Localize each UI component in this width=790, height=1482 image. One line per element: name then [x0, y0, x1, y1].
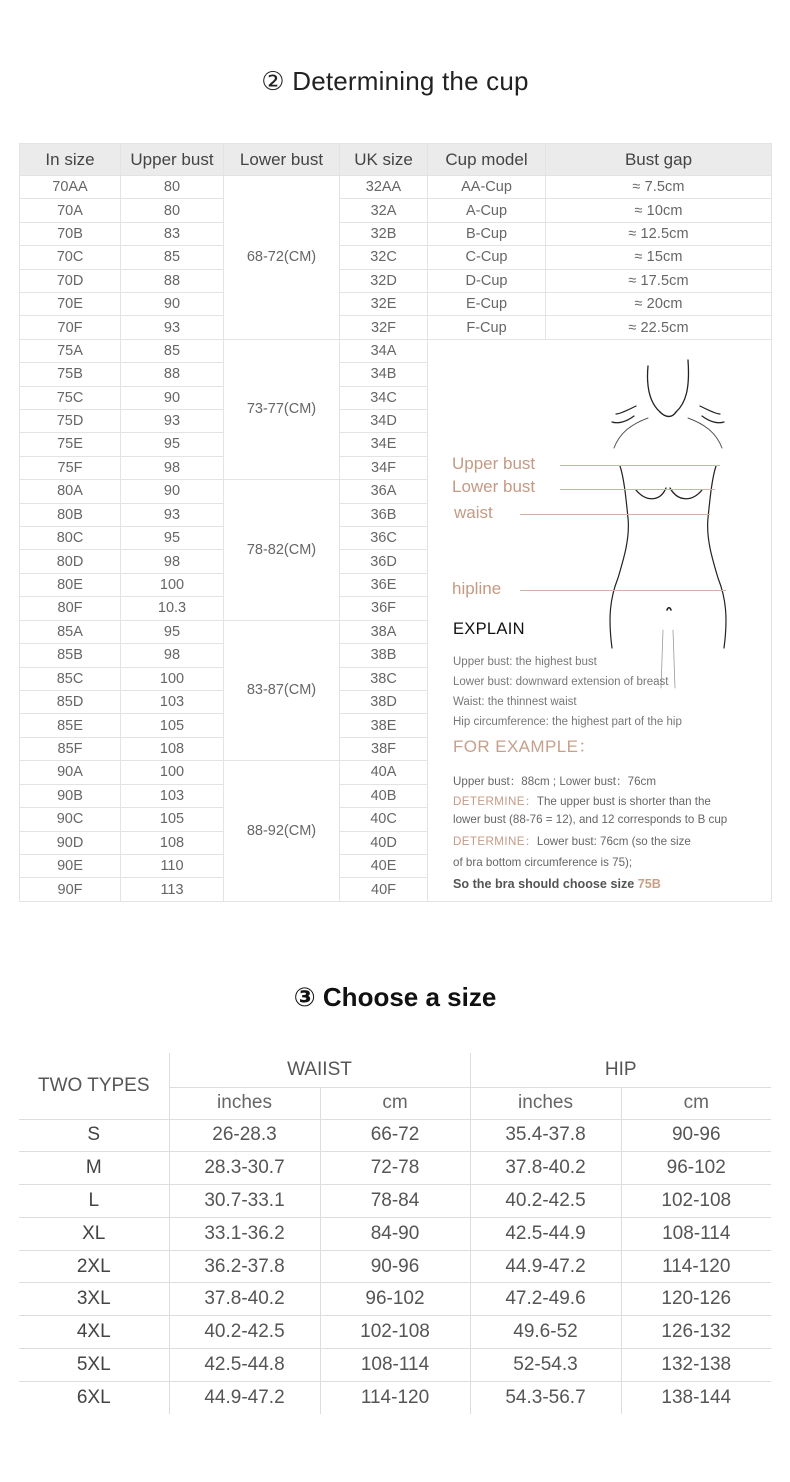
- cell-in-size: 80D: [20, 550, 121, 573]
- cell-hip-cm: 108-114: [621, 1217, 771, 1250]
- cell-waist-cm: 96-102: [320, 1283, 470, 1316]
- section-title-determining-cup: ② Determining the cup: [261, 66, 529, 96]
- table-row: [20, 199, 772, 222]
- cell-uk-size: 40D: [340, 831, 428, 854]
- cell-in-size: 85F: [20, 737, 121, 760]
- cell-upper-bust: 88: [121, 269, 224, 292]
- cell-uk-size: 32AA: [340, 176, 428, 199]
- table-row: [20, 176, 772, 199]
- cell-upper-bust: 100: [121, 573, 224, 596]
- cell-in-size: 90A: [20, 761, 121, 785]
- cell-bust-gap: ≈ 12.5cm: [546, 222, 772, 245]
- header-waist: WAIIST: [169, 1053, 470, 1087]
- cell-waist-inches: 30.7-33.1: [169, 1185, 320, 1218]
- cell-upper-bust: 85: [121, 339, 224, 362]
- cell-uk-size: 36B: [340, 503, 428, 526]
- label-upper-bust: Upper bust: [452, 453, 536, 473]
- cell-upper-bust: 100: [121, 667, 224, 690]
- cell-upper-bust: 95: [121, 527, 224, 550]
- table-row: [19, 1349, 771, 1382]
- label-lower-bust: Lower bust: [452, 476, 536, 496]
- cell-lower-bust-range: 78-82(CM): [224, 480, 340, 621]
- cell-uk-size: 32C: [340, 246, 428, 269]
- cell-in-size: 80F: [20, 597, 121, 620]
- cell-uk-size: 36C: [340, 527, 428, 550]
- cell-in-size: 85B: [20, 644, 121, 667]
- cell-upper-bust: 90: [121, 292, 224, 315]
- cell-uk-size: 32A: [340, 199, 428, 222]
- cell-upper-bust: 90: [121, 386, 224, 409]
- cell-upper-bust: 98: [121, 550, 224, 573]
- cell-in-size: 70A: [20, 199, 121, 222]
- cell-size: L: [19, 1185, 169, 1218]
- cell-in-size: 75D: [20, 409, 121, 432]
- table-row: [20, 246, 772, 269]
- cell-bust-gap: ≈ 15cm: [546, 246, 772, 269]
- cell-in-size: 85C: [20, 667, 121, 690]
- cell-measurement-guide: [428, 339, 772, 901]
- cell-hip-inches: 49.6-52: [470, 1316, 621, 1349]
- cell-waist-inches: 26-28.3: [169, 1119, 320, 1152]
- cell-upper-bust: 93: [121, 409, 224, 432]
- cell-upper-bust: 80: [121, 176, 224, 199]
- cell-hip-cm: 90-96: [621, 1119, 771, 1152]
- cell-uk-size: 38C: [340, 667, 428, 690]
- lower-bust-line: [560, 489, 715, 490]
- cell-hip-cm: 138-144: [621, 1381, 771, 1414]
- cell-in-size: 80C: [20, 527, 121, 550]
- cell-uk-size: 32F: [340, 316, 428, 339]
- cell-hip-inches: 35.4-37.8: [470, 1119, 621, 1152]
- cell-in-size: 85D: [20, 691, 121, 714]
- cell-hip-cm: 126-132: [621, 1316, 771, 1349]
- table-header-row: [20, 144, 772, 176]
- cell-waist-cm: 72-78: [320, 1152, 470, 1185]
- cell-upper-bust: 10.3: [121, 597, 224, 620]
- cell-uk-size: 34F: [340, 456, 428, 479]
- cell-uk-size: 36D: [340, 550, 428, 573]
- cell-in-size: 75E: [20, 433, 121, 456]
- header-uk-size: UK size: [340, 144, 428, 176]
- header-lower-bust: Lower bust: [224, 144, 340, 176]
- waist-line: [520, 514, 710, 515]
- cell-uk-size: 34A: [340, 339, 428, 362]
- cell-waist-inches: 40.2-42.5: [169, 1316, 320, 1349]
- cell-hip-inches: 40.2-42.5: [470, 1185, 621, 1218]
- cell-lower-bust-range: 73-77(CM): [224, 339, 340, 479]
- cell-waist-cm: 78-84: [320, 1185, 470, 1218]
- header-upper-bust: Upper bust: [121, 144, 224, 176]
- cell-in-size: 80A: [20, 480, 121, 504]
- cell-cup-model: E-Cup: [428, 292, 546, 315]
- explain-waist: Waist: the thinnest waist: [453, 695, 577, 708]
- cell-in-size: 75A: [20, 339, 121, 362]
- cell-upper-bust: 100: [121, 761, 224, 785]
- example-determine-2-cont: of bra bottom circumference is 75);: [453, 855, 633, 869]
- cell-upper-bust: 93: [121, 316, 224, 339]
- cell-bust-gap: ≈ 17.5cm: [546, 269, 772, 292]
- table-row: [19, 1119, 771, 1152]
- cell-hip-inches: 37.8-40.2: [470, 1152, 621, 1185]
- waist-hip-size-table: [19, 1053, 771, 1414]
- header-hip: HIP: [470, 1053, 771, 1087]
- example-conclusion: So the bra should choose size 75B: [453, 876, 661, 891]
- cell-size: S: [19, 1119, 169, 1152]
- cell-waist-cm: 84-90: [320, 1217, 470, 1250]
- cell-uk-size: 36A: [340, 480, 428, 504]
- cell-in-size: 85E: [20, 714, 121, 737]
- label-hipline: hipline: [452, 578, 502, 598]
- hipline-line: [520, 590, 726, 591]
- table-row: [19, 1217, 771, 1250]
- cell-hip-inches: 54.3-56.7: [470, 1381, 621, 1414]
- cell-uk-size: 38F: [340, 737, 428, 760]
- cell-in-size: 75F: [20, 456, 121, 479]
- header-hip-inches: inches: [470, 1087, 621, 1119]
- upper-bust-line: [560, 465, 720, 466]
- cell-hip-inches: 42.5-44.9: [470, 1217, 621, 1250]
- cell-uk-size: 32E: [340, 292, 428, 315]
- example-measurements: Upper bust：88cm ; Lower bust：76cm: [453, 774, 656, 788]
- cell-in-size: 70D: [20, 269, 121, 292]
- explain-heading: EXPLAIN: [453, 619, 525, 638]
- determine-tag: DETERMINE：: [453, 794, 537, 808]
- size-header-row-1: [19, 1053, 771, 1087]
- cell-uk-size: 32D: [340, 269, 428, 292]
- cell-upper-bust: 103: [121, 784, 224, 807]
- cell-uk-size: 40C: [340, 808, 428, 831]
- explain-upper-bust: Upper bust: the highest bust: [453, 655, 597, 668]
- table-row: [19, 1250, 771, 1283]
- cell-upper-bust: 108: [121, 831, 224, 854]
- cell-uk-size: 34E: [340, 433, 428, 456]
- header-two-types: TWO TYPES: [19, 1053, 169, 1119]
- cell-upper-bust: 110: [121, 854, 224, 877]
- cell-waist-cm: 114-120: [320, 1381, 470, 1414]
- cell-upper-bust: 108: [121, 737, 224, 760]
- label-waist: waist: [454, 502, 493, 522]
- cell-uk-size: 38B: [340, 644, 428, 667]
- cell-lower-bust-range: 83-87(CM): [224, 620, 340, 761]
- cell-in-size: 70E: [20, 292, 121, 315]
- cell-waist-cm: 66-72: [320, 1119, 470, 1152]
- cell-cup-model: B-Cup: [428, 222, 546, 245]
- table-row: [20, 316, 772, 339]
- cell-uk-size: 36E: [340, 573, 428, 596]
- cell-uk-size: 36F: [340, 597, 428, 620]
- header-waist-inches: inches: [169, 1087, 320, 1119]
- cell-uk-size: 40E: [340, 854, 428, 877]
- cell-upper-bust: 90: [121, 480, 224, 504]
- table-row: [20, 292, 772, 315]
- cell-hip-cm: 132-138: [621, 1349, 771, 1382]
- cell-bust-gap: ≈ 10cm: [546, 199, 772, 222]
- cell-uk-size: 40A: [340, 761, 428, 785]
- cell-cup-model: C-Cup: [428, 246, 546, 269]
- cell-waist-inches: 28.3-30.7: [169, 1152, 320, 1185]
- table-row: [19, 1381, 771, 1414]
- cell-cup-model: AA-Cup: [428, 176, 546, 199]
- cell-uk-size: 40B: [340, 784, 428, 807]
- explain-hip: Hip circumference: the highest part of the hip: [453, 715, 682, 728]
- cell-bust-gap: ≈ 7.5cm: [546, 176, 772, 199]
- cell-waist-inches: 36.2-37.8: [169, 1250, 320, 1283]
- cell-in-size: 75B: [20, 363, 121, 386]
- cell-uk-size: 38D: [340, 691, 428, 714]
- cell-upper-bust: 93: [121, 503, 224, 526]
- cell-upper-bust: 105: [121, 714, 224, 737]
- cell-cup-model: D-Cup: [428, 269, 546, 292]
- header-bust-gap: Bust gap: [546, 144, 772, 176]
- cell-in-size: 90C: [20, 808, 121, 831]
- cell-uk-size: 38A: [340, 620, 428, 644]
- cell-in-size: 80E: [20, 573, 121, 596]
- measurement-guide-panel: [428, 340, 771, 901]
- table-row: [20, 269, 772, 292]
- cell-waist-inches: 33.1-36.2: [169, 1217, 320, 1250]
- table-row: [19, 1316, 771, 1349]
- cell-in-size: 75C: [20, 386, 121, 409]
- cup-size-table: [19, 143, 772, 902]
- cell-cup-model: A-Cup: [428, 199, 546, 222]
- example-determine-2: DETERMINE：Lower bust: 76cm (so the size: [453, 834, 691, 848]
- cell-hip-cm: 120-126: [621, 1283, 771, 1316]
- cell-uk-size: 32B: [340, 222, 428, 245]
- cell-in-size: 90D: [20, 831, 121, 854]
- cell-size: 2XL: [19, 1250, 169, 1283]
- cell-upper-bust: 95: [121, 433, 224, 456]
- cell-upper-bust: 98: [121, 644, 224, 667]
- cell-hip-inches: 47.2-49.6: [470, 1283, 621, 1316]
- cell-cup-model: F-Cup: [428, 316, 546, 339]
- cell-hip-cm: 102-108: [621, 1185, 771, 1218]
- cell-hip-inches: 52-54.3: [470, 1349, 621, 1382]
- table-row: [20, 222, 772, 245]
- example-determine-1-cont: lower bust (88-76 = 12), and 12 corresponds to B cup: [453, 812, 728, 826]
- cell-in-size: 80B: [20, 503, 121, 526]
- cell-in-size: 90B: [20, 784, 121, 807]
- cell-in-size: 90F: [20, 878, 121, 901]
- cell-in-size: 70C: [20, 246, 121, 269]
- cell-uk-size: 40F: [340, 878, 428, 901]
- cell-upper-bust: 105: [121, 808, 224, 831]
- table-row: [19, 1283, 771, 1316]
- cell-in-size: 70F: [20, 316, 121, 339]
- cell-upper-bust: 88: [121, 363, 224, 386]
- cell-bust-gap: ≈ 22.5cm: [546, 316, 772, 339]
- explain-lower-bust: Lower bust: downward extension of breast: [453, 675, 669, 688]
- header-in-size: In size: [20, 144, 121, 176]
- cell-waist-cm: 108-114: [320, 1349, 470, 1382]
- cell-uk-size: 34D: [340, 409, 428, 432]
- example-determine-1: DETERMINE：The upper bust is shorter than the: [453, 794, 711, 808]
- table-row: [19, 1185, 771, 1218]
- cell-lower-bust-range: 68-72(CM): [224, 176, 340, 340]
- determine-tag: DETERMINE：: [453, 834, 537, 848]
- cell-waist-inches: 42.5-44.8: [169, 1349, 320, 1382]
- cell-hip-cm: 114-120: [621, 1250, 771, 1283]
- example-heading: FOR EXAMPLE：: [453, 736, 596, 756]
- cell-waist-inches: 37.8-40.2: [169, 1283, 320, 1316]
- cell-upper-bust: 80: [121, 199, 224, 222]
- header-hip-cm: cm: [621, 1087, 771, 1119]
- cell-size: 6XL: [19, 1381, 169, 1414]
- table-row: [19, 1152, 771, 1185]
- table-row: [20, 339, 772, 362]
- cell-bust-gap: ≈ 20cm: [546, 292, 772, 315]
- cell-in-size: 70AA: [20, 176, 121, 199]
- cell-in-size: 70B: [20, 222, 121, 245]
- cell-hip-inches: 44.9-47.2: [470, 1250, 621, 1283]
- cell-upper-bust: 85: [121, 246, 224, 269]
- cell-upper-bust: 98: [121, 456, 224, 479]
- cell-size: 5XL: [19, 1349, 169, 1382]
- header-cup-model: Cup model: [428, 144, 546, 176]
- cell-waist-cm: 102-108: [320, 1316, 470, 1349]
- cell-in-size: 90E: [20, 854, 121, 877]
- cell-upper-bust: 83: [121, 222, 224, 245]
- section-title-choose-size: ③ Choose a size: [293, 982, 497, 1012]
- cell-uk-size: 34B: [340, 363, 428, 386]
- cell-lower-bust-range: 88-92(CM): [224, 761, 340, 902]
- cell-upper-bust: 113: [121, 878, 224, 901]
- cell-uk-size: 34C: [340, 386, 428, 409]
- cell-upper-bust: 95: [121, 620, 224, 644]
- cell-upper-bust: 103: [121, 691, 224, 714]
- cell-size: 3XL: [19, 1283, 169, 1316]
- cell-waist-inches: 44.9-47.2: [169, 1381, 320, 1414]
- recommended-size: 75B: [637, 876, 661, 891]
- header-waist-cm: cm: [320, 1087, 470, 1119]
- cell-waist-cm: 90-96: [320, 1250, 470, 1283]
- cell-size: XL: [19, 1217, 169, 1250]
- cell-in-size: 85A: [20, 620, 121, 644]
- cell-size: M: [19, 1152, 169, 1185]
- cell-hip-cm: 96-102: [621, 1152, 771, 1185]
- cell-size: 4XL: [19, 1316, 169, 1349]
- cell-uk-size: 38E: [340, 714, 428, 737]
